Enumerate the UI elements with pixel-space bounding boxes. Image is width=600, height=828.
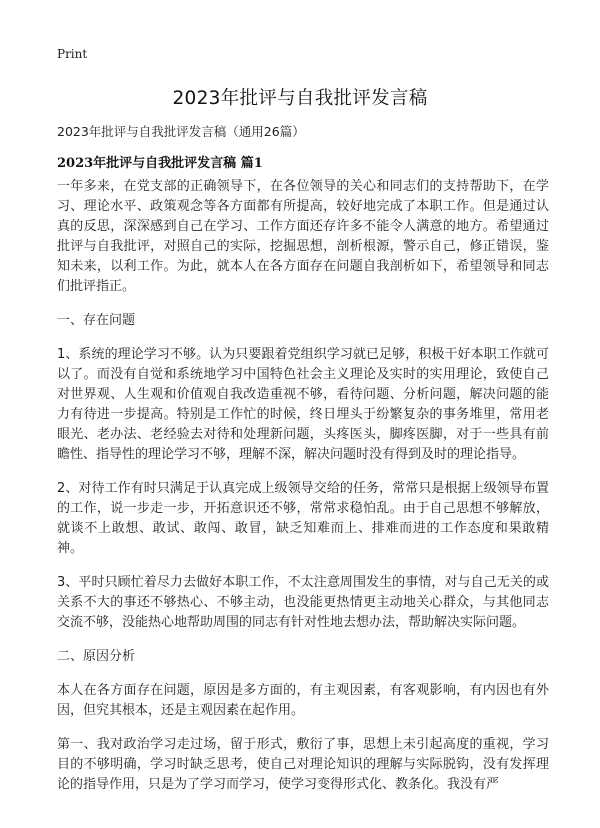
section-heading: 2023年批评与自我批评发言稿 篇1: [57, 156, 263, 171]
article-body: [57, 177, 549, 809]
document-subtitle: 2023年批评与自我批评发言稿（通用26篇）: [57, 124, 305, 139]
problem-paragraph-2: 2、对待工作有时只满足于认真完成上级领导交给的任务，常常只是根据上级领导布置的工作，说一步走一步，开拓意识还不够，常常求稳怕乱。由于自己思想不够解放，就谈不上敢想、敢试、敢闯、敢冒，缺乏知难而上、排难而进的工作态度和果敢精神。: [57, 481, 549, 556]
document-title: 2023年批评与自我批评发言稿: [172, 88, 428, 109]
intro-paragraph: 一年多来，在党支部的正确领导下，在各位领导的关心和同志们的支持帮助下，在学习、理论水平、政策观念等各方面都有所提高，较好地完成了本职工作。但是通过认真的反思，深深感到自己在学习、工作方面还存许多不能令人满意的地方。希望通过批评与自我批评，对照自己的实际，挖掘思想，剖析根源，警示自己，修正错误，鉴知未来，以利工作。为此，就本人在各方面存在问题自我剖析如下，希望领导和同志们批评指正。: [57, 179, 549, 294]
cause-paragraph-1: 第一、我对政治学习走过场，留于形式，敷衍了事，思想上未引起高度的重视，学习目的不够明确，学习时缺乏思考，使自己对理论知识的理解与实际脱钩，没有发挥理论的指导作用，只是为了学习而学习，使学习变得形式化、教条化。我没有严: [57, 737, 549, 792]
heading-causes: 二、原因分析: [57, 649, 136, 664]
heading-problems: 一、存在问题: [57, 313, 136, 328]
print-link[interactable]: Print: [57, 47, 88, 61]
problem-paragraph-3: 3、平时只顾忙着尽力去做好本职工作，不太注意周围发生的事情，对与自己无关的或关系不大的事还不够热心、不够主动，也没能更热情更主动地关心群众，与其他同志交流不够，没能热心地帮助周围的同志有针对性地去想办法，帮助解决实际问题。: [57, 575, 549, 630]
cause-intro-paragraph: 本人在各方面存在问题，原因是多方面的，有主观因素，有客观影响，有内因也有外因，但究其根本，还是主观因素在起作用。: [57, 683, 549, 718]
problem-paragraph-1: 1、系统的理论学习不够。认为只要跟着党组织学习就已足够，积极干好本职工作就可以了。而没有自觉和系统地学习中国特色社会主义理论及实时的实用理论，致使自己对世界观、人生观和价值观自我改造重视不够，看待问题、分析问题，解决问题的能力有待进一步提高。特别是工作忙的时候，终日埋头于纷繁复杂的事务堆里，常用老眼光、老办法、老经验去对待和处理新问题，头疼医头，脚疼医脚，对于一些具有前瞻性、指导性的理论学习不够，理解不深，解决问题时没有得到及时的理论指导。: [57, 347, 549, 462]
